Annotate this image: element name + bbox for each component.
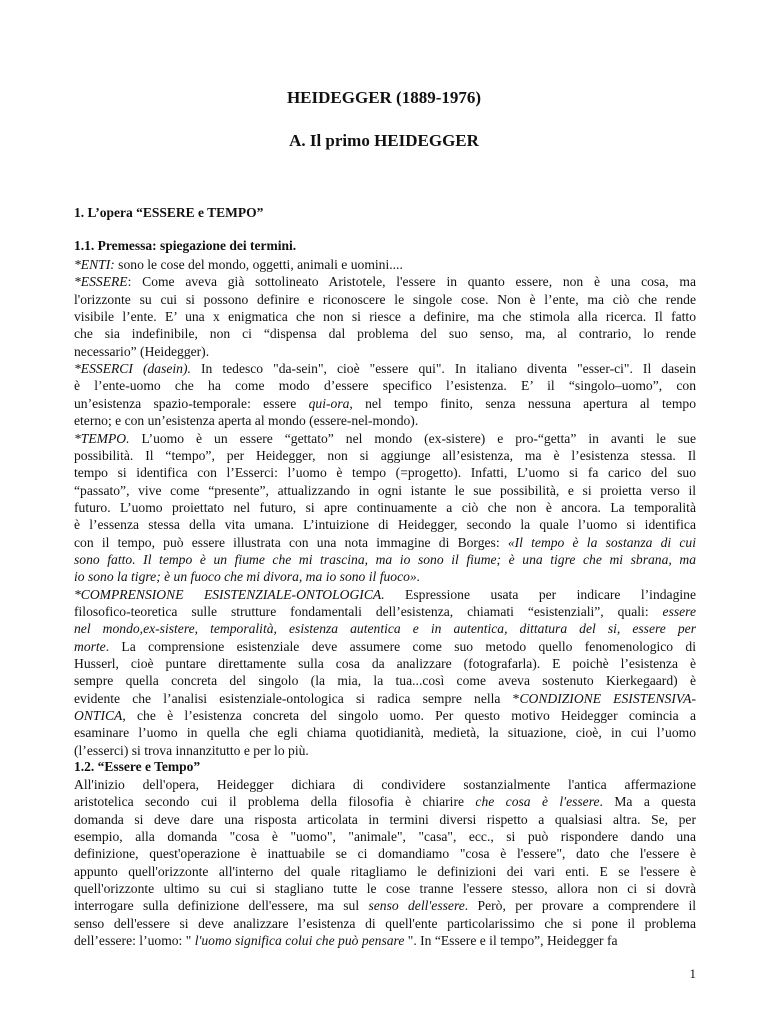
italic-text: *COMPRENSIONE ESISTENZIALE-ONTOLOGICA.	[74, 586, 385, 602]
text-line	[74, 932, 696, 949]
text-line	[74, 360, 696, 377]
text-line	[74, 308, 696, 325]
italic-text: l'uomo significa colui che può pensare	[194, 933, 405, 949]
text-run: , che è l’esistenza concreta del singolo uomo. Per questo motivo Heidegger comincia a	[122, 708, 696, 724]
text-line	[74, 499, 696, 516]
text-line	[74, 256, 696, 273]
text-line	[74, 915, 696, 932]
text-line	[74, 551, 696, 568]
text-run: . Ma a questa	[599, 794, 696, 810]
text-run: Espressione usata per indicare l’indagine	[384, 586, 696, 602]
text-run: visibile l’ente. E’ una x enigmatica che non si riesce a definire, ma che stimola alla ricerca. Il fatto	[74, 309, 696, 325]
text-line	[74, 291, 696, 308]
text-run: : Come aveva già sottolineato Aristotele, l'essere in quanto essere, non è una cosa, ma	[127, 274, 696, 290]
text-line	[74, 776, 696, 793]
text-run: “passato”, vive come “presente”, attualizzando in ogni istante le sue possibilità, e si proietta verso il	[74, 482, 696, 498]
text-run: un’esistenza spazio-temporale: essere	[74, 395, 309, 411]
text-line	[74, 534, 696, 551]
text-line	[74, 655, 696, 672]
text-run: eterno; e con un’esistenza aperta al mondo (essere-nel-mondo).	[74, 413, 419, 429]
text-run: l'orizzonte su cui si possono definire e riconoscere le singole cose. Non è l’ente, ma ciò che rende	[74, 291, 696, 307]
text-run: esaminare l’uomo in quella che egli chiama quotidianità, medietà, la situazione, cioè, in cui l’uomo	[74, 725, 696, 741]
document-subtitle: A. Il primo HEIDEGGER	[289, 131, 479, 150]
text-run: ". In “Essere e il tempo”, Heidegger fa	[404, 933, 618, 949]
subsection-heading-2: 1.2. “Essere e Tempo”	[74, 759, 201, 774]
text-line	[74, 707, 696, 724]
text-run: sono le cose del mondo, oggetti, animali e uomini....	[114, 257, 403, 272]
text-line	[74, 828, 696, 845]
italic-text: sono fatto. Il tempo è un fiume che mi trascina, ma io sono il fiume; è una tigre che mi sbrana, ma	[74, 551, 696, 567]
text-run: futuro. L’uomo proiettato nel futuro, si apre continuamente a ciò che non è ancora. La temporalità	[74, 499, 696, 515]
text-line	[74, 325, 696, 342]
text-run: domanda si deve dare una risposta articolata in termini diversi rispetto a qualsiasi altra. Se, per	[74, 811, 696, 827]
text-run: , nel tempo finito, senza nessuna apertura al tempo	[349, 395, 697, 411]
italic-text: nel mondo,ex-sistere, temporalità, esistenza autentica e in autentica, dittatura del si, essere per	[74, 621, 696, 637]
text-line	[74, 516, 696, 533]
italic-text: essere	[662, 604, 696, 619]
text-run: tempo si identifica con l’Esserci: l’uomo è tempo (=progetto). Infatti, L’uomo si fa carico del suo	[74, 465, 696, 481]
page-number: 1	[689, 966, 696, 981]
text-line	[74, 863, 696, 880]
italic-text: CONDIZIONE ESISTENSIVA-	[519, 690, 696, 706]
text-line	[74, 464, 696, 481]
section-heading: 1. L’opera “ESSERE e TEMPO”	[74, 205, 264, 220]
text-run: . Però, per provare a comprendere il	[464, 898, 696, 914]
text-run: aristotelica secondo cui il problema della filosofia è chiarire	[74, 794, 476, 810]
italic-text: qui-ora	[308, 395, 350, 411]
text-line	[74, 482, 696, 499]
text-line	[74, 672, 696, 689]
text-line	[74, 377, 696, 394]
italic-text: che cosa è l'essere	[475, 794, 600, 810]
document-title: HEIDEGGER (1889-1976)	[286, 88, 482, 107]
text-run: In tedesco "da-sein", cioè "essere qui". In italiano diventa "esser-ci". Il dasein	[190, 361, 696, 377]
italic-text: *ENTI:	[74, 257, 115, 272]
italic-text: senso dell'essere	[368, 898, 465, 914]
text-line	[74, 430, 696, 447]
text-run: filosofico-teoretica sulle strutture fondamentali dell’esistenza, chiamati “esistenziali”, quali:	[74, 604, 663, 619]
text-run: (l’esserci) si trova innanzitutto e per lo più.	[74, 742, 309, 758]
text-line	[74, 690, 696, 707]
italic-text: ONTICA	[74, 708, 123, 724]
text-run: possibilità. Il “tempo”, per Heidegger, non si aggiunge all’esistenza, ma è l’esistenza stessa. Il	[74, 447, 696, 463]
text-run: esempio, alla domanda "cosa è "uomo", "animale", "casa", ecc., si può rispondere dando una	[74, 829, 696, 845]
text-line	[74, 343, 696, 360]
text-line	[74, 897, 696, 914]
text-line	[74, 793, 696, 810]
text-run: senso dell'essere si deve analizzare l’esistenza di quell'ente particolarissimo che si pone il problema	[74, 915, 696, 931]
text-line	[74, 447, 696, 464]
text-run: All'inizio dell'opera, Heidegger dichiara di condividere sostanzialmente l'antica affermazione	[74, 777, 696, 792]
text-line	[74, 412, 696, 429]
text-line	[74, 620, 696, 637]
text-line	[74, 811, 696, 828]
italic-text: *ESSERE	[74, 274, 128, 290]
subsection-heading: 1.1. Premessa: spiegazione dei termini.	[74, 238, 297, 253]
italic-text: morte	[74, 638, 106, 654]
text-line	[74, 724, 696, 741]
text-run: Husserl, cioè puntare direttamente sulla cosa da analizzare (fotografarla). E poichè l’esistenza è	[74, 656, 696, 672]
italic-text: *TEMPO.	[74, 430, 130, 446]
text-line	[74, 638, 696, 655]
text-line	[74, 603, 696, 620]
text-run: che sia indefinibile, non ci “dispensa dal problema del suo senso, ma, al contrario, lo rende	[74, 326, 696, 342]
text-line	[74, 568, 696, 585]
text-run: . La comprensione esistenziale deve assumere come suo metodo quello fenomenologico di	[105, 638, 696, 654]
italic-text: io sono la tigre; è un fuoco che mi divora, ma io sono il fuoco».	[74, 569, 421, 585]
text-run: necessario” (Heidegger).	[74, 343, 210, 359]
text-line	[74, 586, 696, 603]
text-run: è l’essenza stessa della vita umana. L’intuizione di Heidegger, secondo la quale l’uomo si identifica	[74, 517, 696, 533]
text-run: interrogare sulla definizione dell'essere, ma sul	[74, 898, 369, 914]
text-line	[74, 395, 696, 412]
text-line	[74, 273, 696, 290]
text-run: è l’ente-uomo che ha come modo d’essere specifico l’esistenza. E’ il “singolo–uomo”, con	[74, 378, 696, 394]
italic-text: *ESSERCI (dasein).	[74, 361, 191, 377]
text-run: sempre quella concreta del singolo (la mia, la tua...così come aveva sostenuto Kierkegaard) è	[74, 673, 696, 689]
text-run: L’uomo è un essere “gettato” nel mondo (ex-sistere) e pro-“getta” in avanti le sue	[129, 430, 696, 446]
text-line	[74, 845, 696, 862]
text-run: appunto quell'orizzonte all'interno del quale ritagliamo le definizioni dei vari enti. E se l'essere è	[74, 863, 696, 879]
text-line	[74, 742, 696, 759]
text-run: definizione, quest'operazione è inattuabile se ci domandiamo "cosa è l'essere", dato che l'essere è	[74, 846, 696, 862]
text-line	[74, 880, 696, 897]
text-run: dell’essere: l’uomo: "	[74, 933, 195, 949]
italic-text: «Il tempo è la sostanza di cui	[507, 534, 697, 550]
text-run: quell'orizzonte ultimo su cui si stagliano tutte le cose tranne l'essere stesso, allora non ci si dovrà	[74, 881, 696, 897]
text-run: con il tempo, può essere illustrata con una nota immagine di Borges:	[74, 534, 508, 550]
text-run: evidente che l’analisi esistenziale-ontologica si radica sempre nella *	[74, 690, 520, 706]
